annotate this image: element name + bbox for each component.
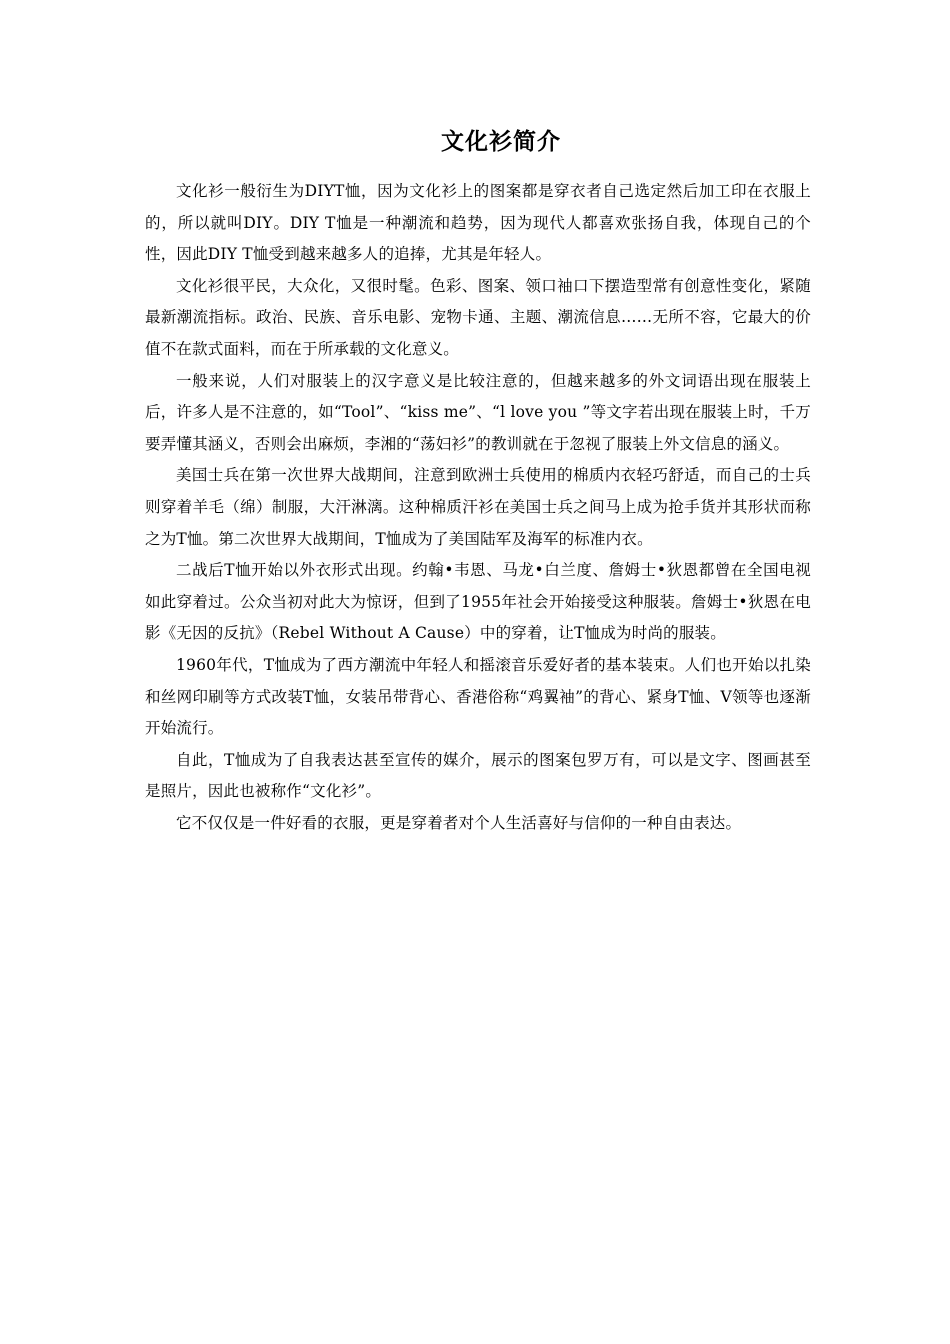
paragraph-ww1-origin: 美国士兵在第一次世界大战期间，注意到欧洲士兵使用的棉质内衣轻巧舒适，而自己的士兵则穿着羊毛（绵）制服，大汗淋漓。这种棉质汗衫在美国士兵之间马上成为抢手货并其形状而称之为T恤。第二次世界大战期间，T恤成为了美国陆军及海军的标准内衣。 [145,466,811,548]
paragraph-postwar: 二战后T恤开始以外衣形式出现。约翰•韦恩、马龙•白兰度、詹姆士•狄恩都曾在全国电视如此穿着过。公众当初对此大为惊讶，但到了1955年社会开始接受这种服装。詹姆士•狄恩在电影《无因的反抗》（Rebel Without A Cause）中的穿着，让T恤成为时尚的服装。 [145,561,811,643]
paragraph-diy: 文化衫一般衍生为DIYT恤，因为文化衫上的图案都是穿衣者自己选定然后加工印在衣服上的，所以就叫DIY。DIY T恤是一种潮流和趋势，因为现代人都喜欢张扬自我，体现自己的个性，因此DIY T恤受到越来越多人的追捧，尤其是年轻人。 [145,182,811,264]
paragraph-foreign-words: 一般来说，人们对服装上的汉字意义是比较注意的，但越来越多的外文词语出现在服装上后，许多人是不注意的，如“Tool”、“kiss me”、“l love you ”等文字若出现在服装上时，千万要弄懂其涵义，否则会出麻烦，李湘的“荡妇衫”的教训就在于忽视了服装上外文信息的涵义。 [145,371,811,453]
paragraph-popularity: 文化衫很平民，大众化，又很时髦。色彩、图案、领口袖口下摆造型常有创意性变化，紧随最新潮流指标。政治、民族、音乐电影、宠物卡通、主题、潮流信息……无所不容，它最大的价值不在款式面料，而在于所承载的文化意义。 [145,276,811,358]
page-title: 文化衫简介 [441,128,561,155]
paragraph-self-expression: 自此，T恤成为了自我表达甚至宣传的媒介，展示的图案包罗万有，可以是文字、图画甚至是照片，因此也被称作“文化衫”。 [145,750,811,801]
paragraph-conclusion: 它不仅仅是一件好看的衣服，更是穿着者对个人生活喜好与信仰的一种自由表达。 [176,813,742,832]
document-body [145,176,811,839]
paragraph-1960s: 1960年代，T恤成为了西方潮流中年轻人和摇滚音乐爱好者的基本装束。人们也开始以扎染和丝网印刷等方式改装T恤，女装吊带背心、香港俗称“鸡翼袖”的背心、紧身T恤、V领等也逐渐开始流行。 [145,655,811,738]
